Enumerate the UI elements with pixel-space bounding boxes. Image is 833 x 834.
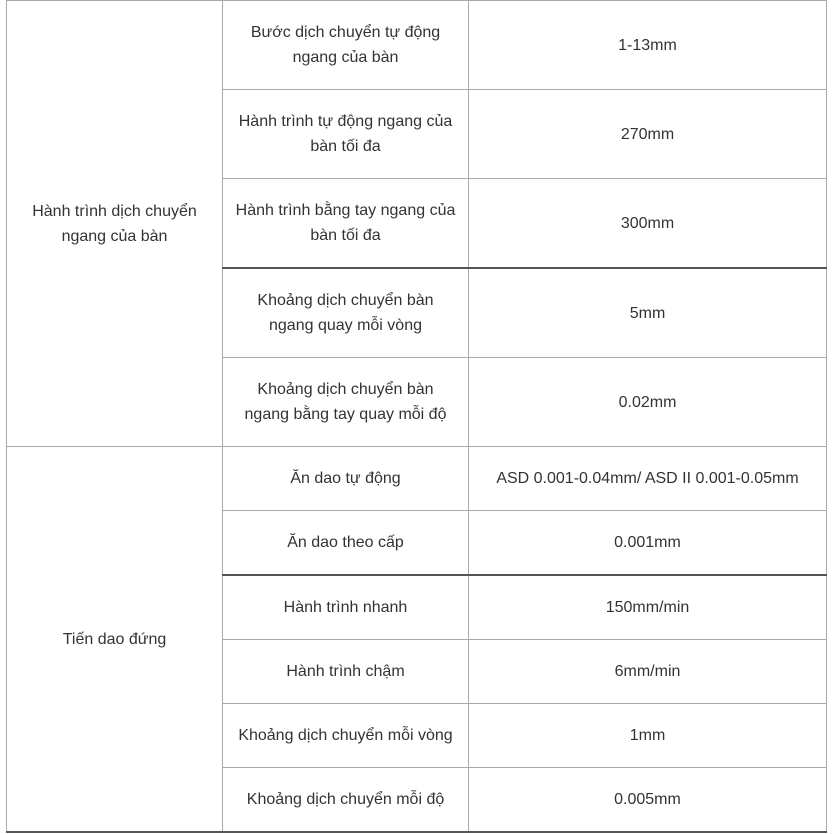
param-cell: Hành trình tự động ngang của bàn tối đa xyxy=(223,90,469,179)
group-label-cell: Hành trình dịch chuyển ngang của bàn xyxy=(7,1,223,447)
value-cell: 6mm/min xyxy=(469,640,827,704)
value-cell: 0.001mm xyxy=(469,511,827,576)
spec-table xyxy=(6,0,827,833)
table-row xyxy=(7,447,827,511)
param-cell: Khoảng dịch chuyển mỗi vòng xyxy=(223,704,469,768)
value-cell: 0.02mm xyxy=(469,358,827,447)
param-cell: Hành trình nhanh xyxy=(223,575,469,640)
param-cell: Khoảng dịch chuyển mỗi độ xyxy=(223,768,469,833)
value-cell: 270mm xyxy=(469,90,827,179)
table-row xyxy=(7,1,827,90)
param-cell: Hành trình bằng tay ngang của bàn tối đa xyxy=(223,179,469,269)
param-cell: Khoảng dịch chuyển bàn ngang bằng tay quay mỗi độ xyxy=(223,358,469,447)
value-cell: 150mm/min xyxy=(469,575,827,640)
group-label-cell: Tiến dao đứng xyxy=(7,447,223,833)
value-cell: 5mm xyxy=(469,268,827,358)
param-cell: Ăn dao theo cấp xyxy=(223,511,469,576)
value-cell: 1mm xyxy=(469,704,827,768)
value-cell: 300mm xyxy=(469,179,827,269)
value-cell: 1-13mm xyxy=(469,1,827,90)
param-cell: Ăn dao tự động xyxy=(223,447,469,511)
value-cell: ASD 0.001-0.04mm/ ASD II 0.001-0.05mm xyxy=(469,447,827,511)
param-cell: Bước dịch chuyển tự động ngang của bàn xyxy=(223,1,469,90)
param-cell: Hành trình chậm xyxy=(223,640,469,704)
value-cell: 0.005mm xyxy=(469,768,827,833)
param-cell: Khoảng dịch chuyển bàn ngang quay mỗi vòng xyxy=(223,268,469,358)
